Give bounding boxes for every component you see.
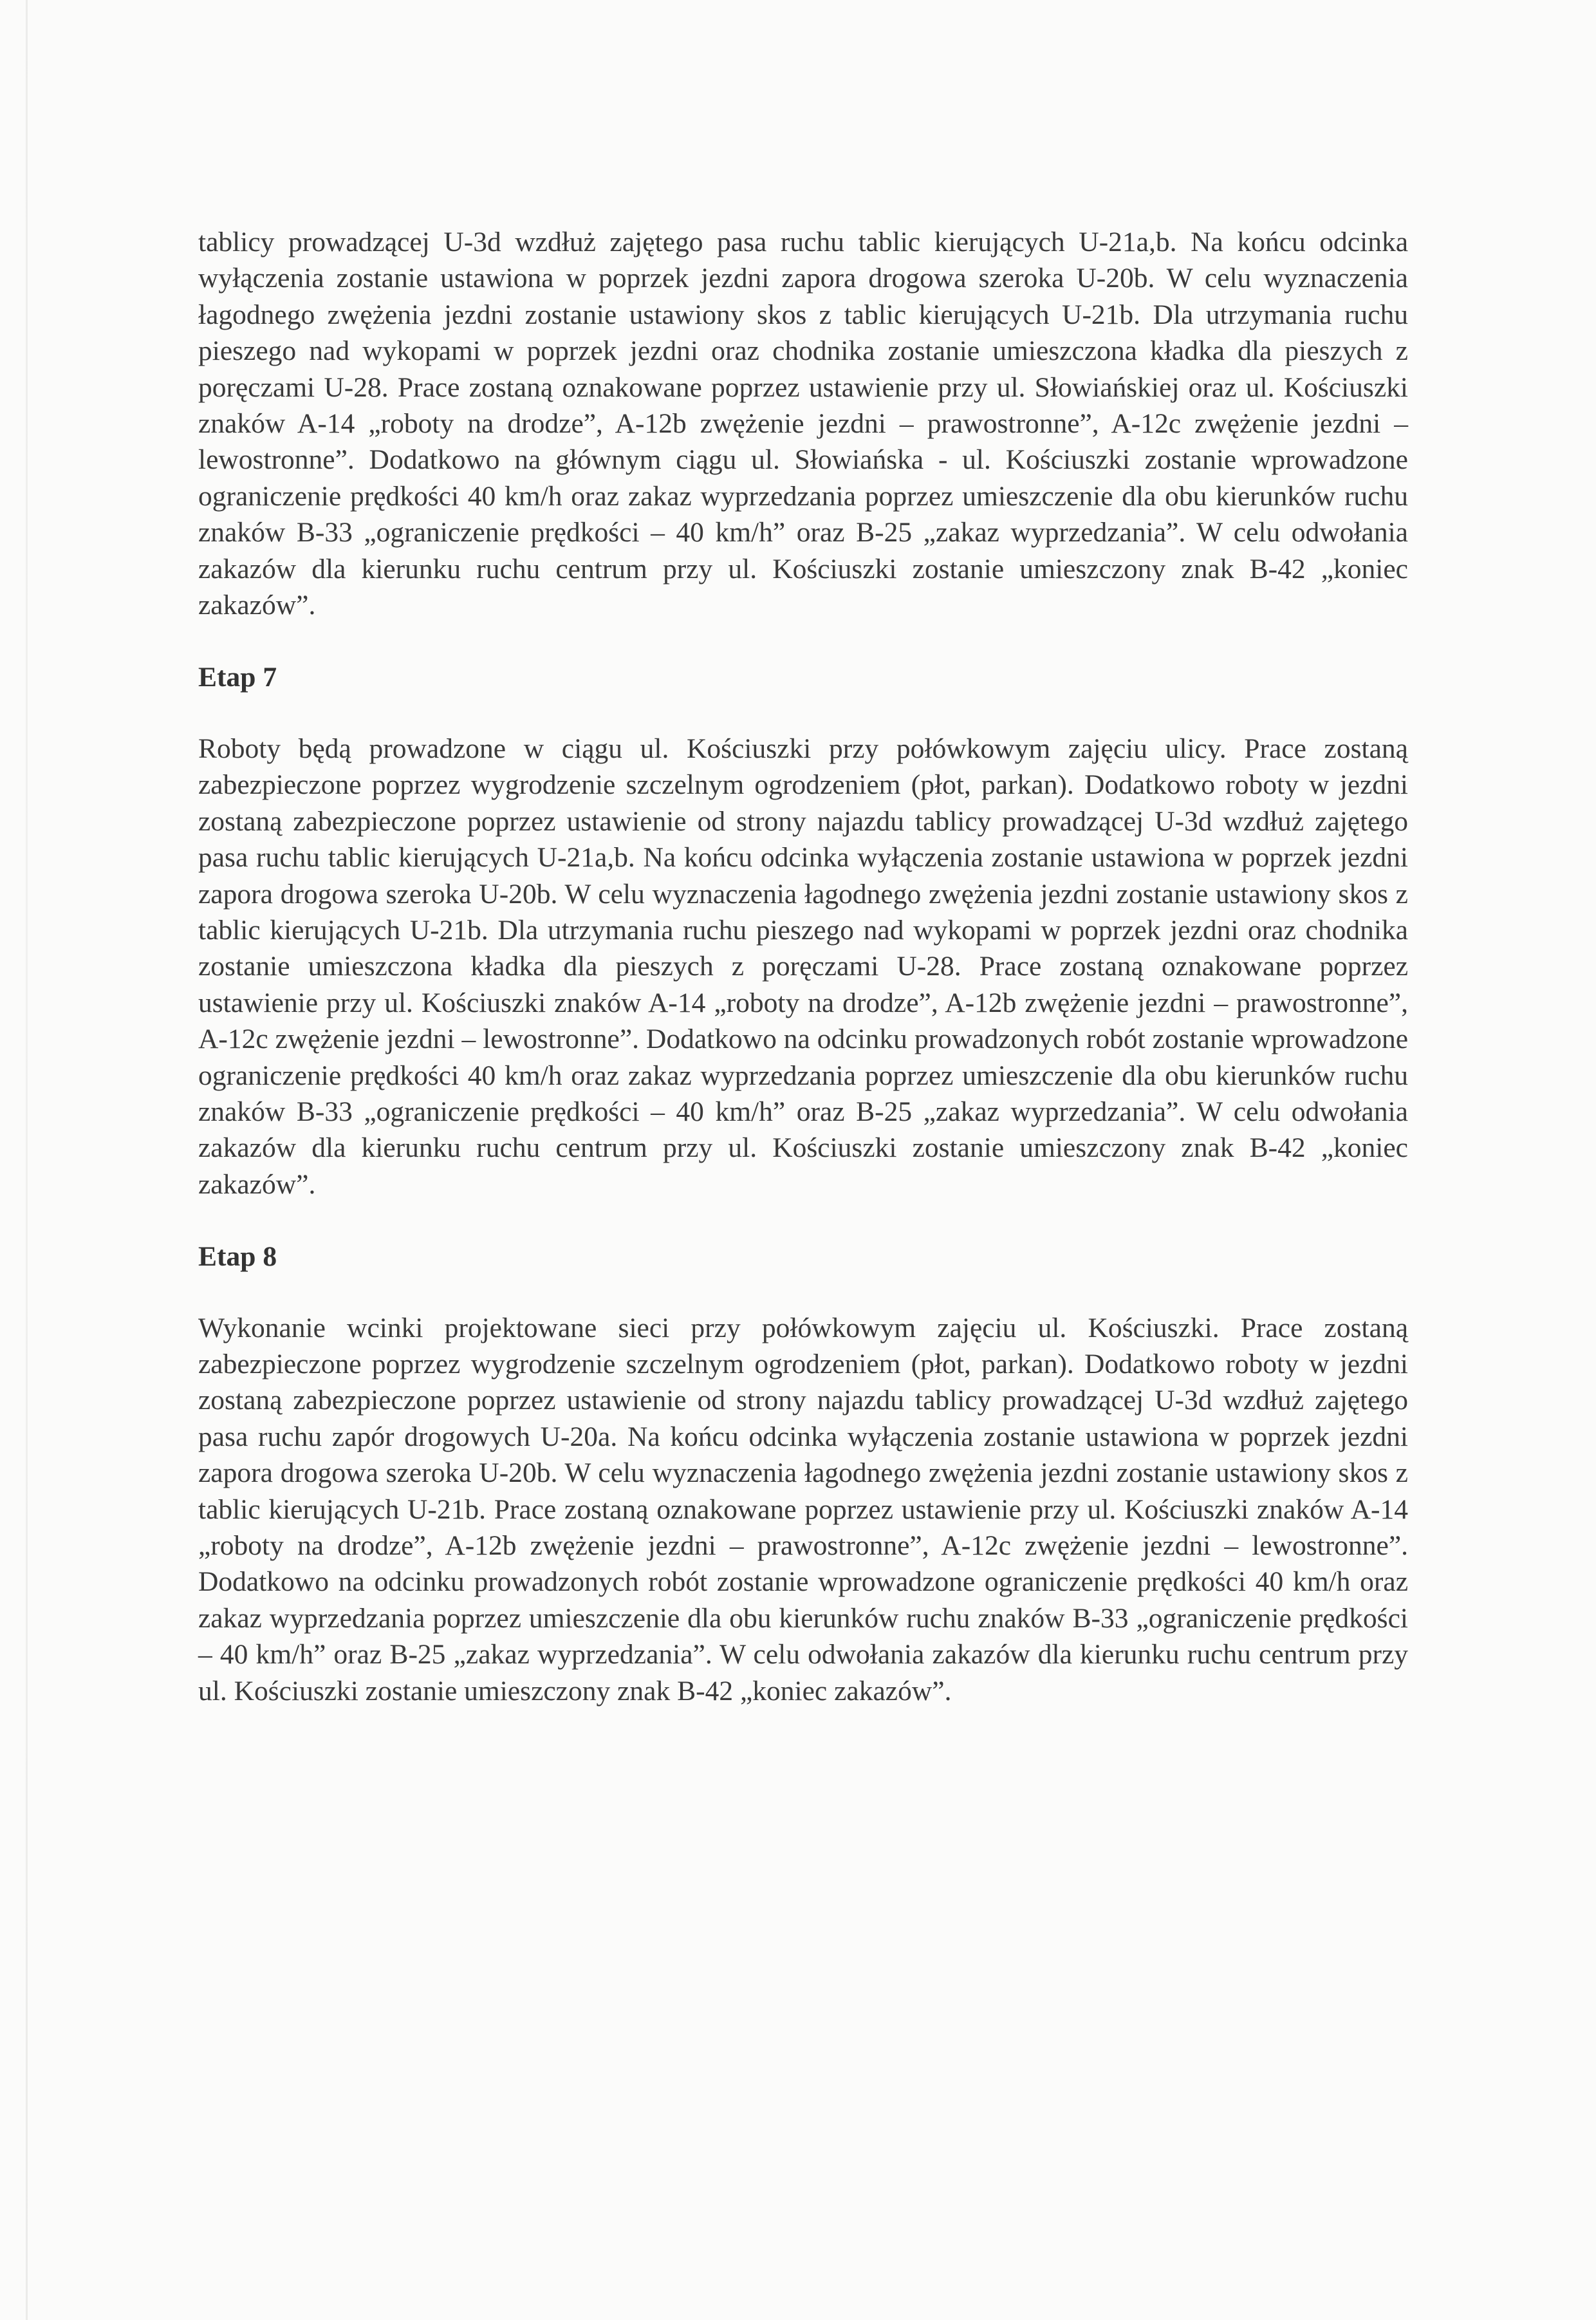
document-body bbox=[198, 224, 1408, 1709]
spacer bbox=[198, 623, 1408, 659]
section-heading-etap-8: Etap 8 bbox=[198, 1241, 277, 1273]
paragraph-etap-7: Roboty będą prowadzone w ciągu ul. Kościuszki przy połówkowym zajęciu ulicy. Prace zostaną zabezpieczone poprzez wygrodzenie szczelnym ogrodzeniem (płot, parkan). Dodatkowo roboty w jezdni zostaną zabezpieczone poprzez ustawienie od strony najazdu tablicy prowadzącej U-3d wzdłuż zajętego pasa ruchu tablic kierujących U-21a,b. Na końcu odcinka wyłączenia zostanie ustawiona w poprzek jezdni zapora drogowa szeroka U-20b. W celu wyznaczenia łagodnego zwężenia jezdni zostanie ustawiony skos z tablic kierujących U-21b. Dla utrzymania ruchu pieszego nad wykopami w poprzek jezdni oraz chodnika zostanie umieszczona kładka dla pieszych z poręczami U-28. Prace zostaną oznakowane poprzez ustawienie przy ul. Kościuszki znaków A-14 „roboty na drodze”, A-12b zwężenie jezdni – prawostronne”, A-12c zwężenie jezdni – lewostronne”. Dodatkowo na odcinku prowadzonych robót zostanie wprowadzone ograniczenie prędkości 40 km/h oraz zakaz wyprzedzania poprzez umieszczenie dla obu kierunków ruchu znaków B-33 „ograniczenie prędkości – 40 km/h” oraz B-25 „zakaz wyprzedzania”. W celu odwołania zakazów dla kierunku ruchu centrum przy ul. Kościuszki zostanie umieszczony znak B-42 „koniec zakazów”. bbox=[198, 733, 1408, 1200]
section-heading-etap-7: Etap 7 bbox=[198, 662, 277, 693]
paragraph-continuation: tablicy prowadzącej U-3d wzdłuż zajętego pasa ruchu tablic kierujących U-21a,b. Na końcu odcinka wyłączenia zostanie ustawiona w poprzek jezdni zapora drogowa szeroka U-20b. W celu wyznaczenia łagodnego zwężenia jezdni zostanie ustawiony skos z tablic kierujących U-21b. Dla utrzymania ruchu pieszego nad wykopami w poprzek jezdni oraz chodnika zostanie umieszczona kładka dla pieszych z poręczami U-28. Prace zostaną oznakowane poprzez ustawienie przy ul. Słowiańskiej oraz ul. Kościuszki znaków A-14 „roboty na drodze”, A-12b zwężenie jezdni – prawostronne”, A-12c zwężenie jezdni – lewostronne”. Dodatkowo na głównym ciągu ul. Słowiańska - ul. Kościuszki zostanie wprowadzone ograniczenie prędkości 40 km/h oraz zakaz wyprzedzania poprzez umieszczenie dla obu kierunków ruchu znaków B-33 „ograniczenie prędkości – 40 km/h” oraz B-25 „zakaz wyprzedzania”. W celu odwołania zakazów dla kierunku ruchu centrum przy ul. Kościuszki zostanie umieszczony znak B-42 „koniec zakazów”. bbox=[198, 227, 1408, 621]
paragraph-etap-8: Wykonanie wcinki projektowane sieci przy połówkowym zajęciu ul. Kościuszki. Prace zostaną zabezpieczone poprzez wygrodzenie szczelnym ogrodzeniem (płot, parkan). Dodatkowo roboty w jezdni zostaną zabezpieczone poprzez ustawienie od strony najazdu tablicy prowadzącej U-3d wzdłuż zajętego pasa ruchu zapór drogowych U-20a. Na końcu odcinka wyłączenia zostanie ustawiona w poprzek jezdni zapora drogowa szeroka U-20b. W celu wyznaczenia łagodnego zwężenia jezdni zostanie ustawiony skos z tablic kierujących U-21b. Prace zostaną oznakowane poprzez ustawienie przy ul. Kościuszki znaków A-14 „roboty na drodze”, A-12b zwężenie jezdni – prawostronne”, A-12c zwężenie jezdni – lewostronne”. Dodatkowo na odcinku prowadzonych robót zostanie wprowadzone ograniczenie prędkości 40 km/h oraz zakaz wyprzedzania poprzez umieszczenie dla obu kierunków ruchu znaków B-33 „ograniczenie prędkości – 40 km/h” oraz B-25 „zakaz wyprzedzania”. W celu odwołania zakazów dla kierunku ruchu centrum przy ul. Kościuszki zostanie umieszczony znak B-42 „koniec zakazów”. bbox=[198, 1312, 1408, 1707]
spacer bbox=[198, 696, 1408, 731]
scan-edge-shadow bbox=[26, 0, 28, 2320]
spacer bbox=[198, 1202, 1408, 1239]
spacer bbox=[198, 1275, 1408, 1310]
